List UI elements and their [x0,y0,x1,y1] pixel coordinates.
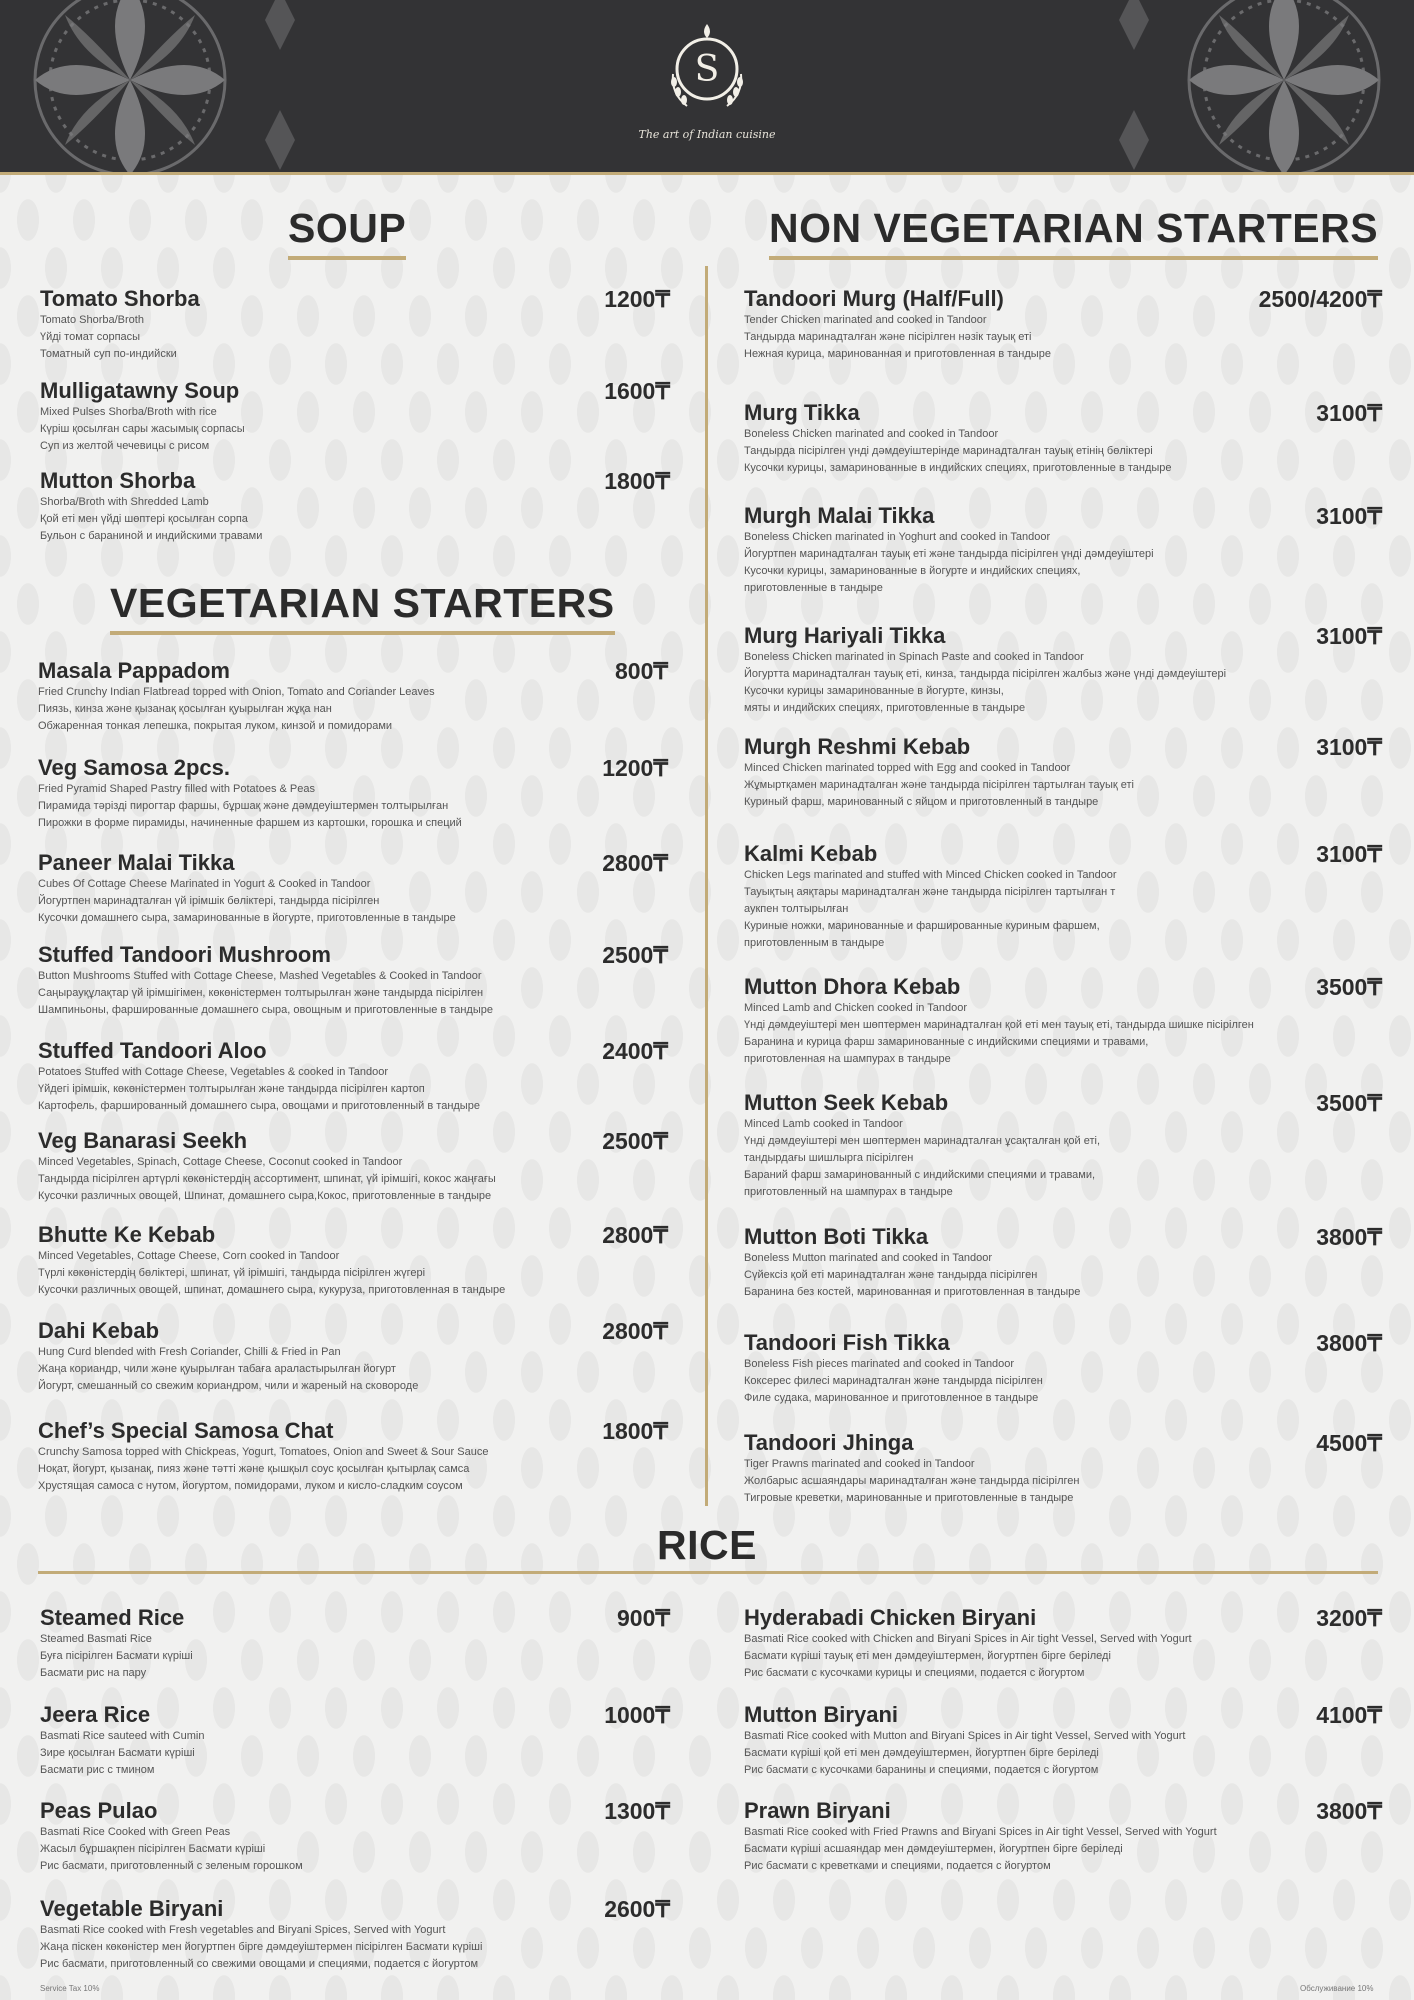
menu-item-price: 1300₸ [604,1798,670,1824]
menu-item-description: Minced Chicken marinated topped with Egg and cooked in Tandoor [744,762,1071,774]
section-title-veg [110,580,615,635]
menu-item-description: Кусочки курицы замаринованные в йогурте, кинзы, [744,685,1004,697]
menu-item-price: 900₸ [616,1605,670,1631]
footnote-right: Обслуживание 10% [1300,1984,1374,1993]
menu-item-price: 2600₸ [604,1896,670,1922]
menu-item-name: Tandoori Jhinga [744,1430,914,1455]
menu-item-description: Хрустящая самоса с нутом, йогуртом, помидорами, луком и кисло-сладким соусом [38,1480,463,1492]
menu-item-description: Обжаренная тонкая лепешка, покрытая луком, кинзой и помидорами [38,720,393,732]
menu-item-name: Jeera Rice [40,1702,151,1727]
menu-item [40,1896,670,1973]
menu-item-price: 3800₸ [1316,1224,1382,1250]
menu-item-name: Stuffed Tandoori Aloo [38,1038,267,1063]
menu-item [744,1798,1382,1875]
menu-item-description: Steamed Basmati Rice [40,1633,152,1645]
menu-item [744,734,1382,811]
menu-item-price: 1200₸ [602,755,668,781]
menu-item [744,1605,1382,1682]
menu-item [744,623,1382,717]
menu-item-name: Mutton Boti Tikka [744,1224,929,1249]
menu-item-description: Tomato Shorba/Broth [40,314,144,326]
menu-item-description: Minced Lamb and Chicken cooked in Tandoor [744,1002,967,1014]
menu-item-price: 2800₸ [602,1318,668,1344]
menu-item-description: Күріш қосылған сары жасымық сорпасы [40,423,245,435]
menu-item-description: Жаңа кориандр, чили және қуырылған табаға араластырылған йогурт [38,1363,396,1375]
title-underline [110,631,615,635]
menu-item-name: Murg Hariyali Tikka [744,623,946,648]
section-title-text: NON VEGETARIAN STARTERS [769,205,1379,251]
menu-item [38,1222,668,1299]
menu-item-name: Murgh Malai Tikka [744,503,935,528]
menu-item [744,1090,1382,1201]
menu-item [40,468,670,545]
menu-item-description: тандырдағы шишлырга пісірілген [744,1152,914,1164]
menu-item-description: Бараний фарш замаринованный с индийскими специями и травами, [744,1169,1096,1181]
menu-item-description: Тандырда пісірілген артүрлі көкөністердің ассортимент, шпинат, үй ірімшігі, кокос жаңғағы [38,1173,496,1185]
menu-item-description: Үйдегі ірімшік, көкөністермен толтырылған және тандырда пісірілген картоп [38,1083,425,1095]
menu-item-price: 800₸ [614,658,668,684]
menu-item-description: Жұмыртқамен маринадталған және тандырда пісірілген тартылған тауық еті [744,779,1134,791]
menu-item-description: Тигровые креветки, маринованные и приготовленные в тандыре [744,1492,1074,1504]
menu-item-name: Dahi Kebab [38,1318,160,1343]
menu-item [40,378,670,455]
menu-item-description: Shorba/Broth with Shredded Lamb [40,496,209,508]
menu-item-description: Йогуртпен маринадталған үй ірімшік бөліктері, тандырда пісірілген [38,895,380,907]
menu-item [38,942,668,1019]
menu-item-price: 3100₸ [1316,503,1382,529]
menu-item-description: Басмати рис с тмином [40,1764,155,1776]
menu-item-description: Үйді томат сорпасы [40,331,141,343]
menu-item-description: Cubes Of Cottage Cheese Marinated in Yogurt & Cooked in Tandoor [38,878,371,890]
menu-item-description: Тандырда маринадталған және пісірілген нәзік тауық еті [744,331,1032,343]
menu-item-description: Басмати күріші тауық еті мен дәмдеуіштермен, йогуртпен бірге беріледі [744,1650,1111,1662]
section-title-text: RICE [657,1522,757,1568]
menu-item-description: Кусочки различных овощей, Шпинат, домашнего сыра,Кокос, приготовленные в тандыре [38,1190,492,1202]
menu-item-name: Hyderabadi Chicken Biryani [744,1605,1037,1630]
menu-item-description: Boneless Chicken marinated in Yoghurt and cooked in Tandoor [744,531,1051,543]
menu-item-name: Stuffed Tandoori Mushroom [38,942,331,967]
menu-item-price: 2500₸ [602,942,668,968]
menu-item [744,1430,1382,1507]
menu-item-description: Basmati Rice cooked with Fried Prawns and Biryani Spices in Air tight Vessel, Served with Yogurt [744,1826,1217,1838]
menu-item [40,1798,670,1875]
menu-item-description: Нежная курица, маринованная и приготовленная в тандыре [744,348,1051,360]
menu-item-price: 4500₸ [1316,1430,1382,1456]
menu-item [38,1418,668,1495]
menu-item-name: Veg Banarasi Seekh [38,1128,248,1153]
menu-item-description: Boneless Chicken marinated and cooked in Tandoor [744,428,999,440]
menu-item-description: Boneless Mutton marinated and cooked in Tandoor [744,1252,993,1264]
menu-item-price: 2500/4200₸ [1258,286,1382,312]
menu-item [744,1702,1382,1779]
menu-item-price: 3800₸ [1316,1798,1382,1824]
menu-item-price: 4100₸ [1316,1702,1382,1728]
menu-item-name: Veg Samosa 2pcs. [38,755,230,780]
menu-item-description: Mixed Pulses Shorba/Broth with rice [40,406,217,418]
menu-item-price: 2500₸ [602,1128,668,1154]
menu-item-description: Зире қосылған Басмати күріші [40,1747,195,1759]
menu-item-description: Кусочки курицы, замаринованные в индийских специях, приготовленные в тандыре [744,462,1172,474]
mandala-ornament-left [0,0,310,175]
restaurant-logo [657,14,757,114]
menu-item-description: Картофель, фаршированный домашнего сыра, овощами и приготовленный в тандыре [38,1100,480,1112]
menu-item-name: Tomato Shorba [40,286,200,311]
menu-item-description: Филе судака, маринованное и приготовленное в тандыре [744,1392,1039,1404]
menu-item-price: 3500₸ [1316,1090,1382,1116]
menu-item-description: аукпен толтырылған [744,903,849,915]
menu-item-description: Басмати күріші қой еті мен дәмдеуіштермен, йогуртпен бірге беріледі [744,1747,1099,1759]
menu-item-price: 3500₸ [1316,974,1382,1000]
menu-item [744,841,1382,952]
menu-item-description: Tiger Prawns marinated and cooked in Tandoor [744,1458,975,1470]
menu-item-price: 1000₸ [604,1702,670,1728]
menu-item-description: Boneless Fish pieces marinated and cooked in Tandoor [744,1358,1015,1370]
menu-item-description: Баранина и курица фарш замаринованные с индийскими специями и травами, [744,1036,1149,1048]
menu-item-description: Түрлі көкөністердің бөліктері, шпинат, үй ірімшігі, тандырда пісірілген жүгері [38,1267,426,1279]
menu-item-name: Mulligatawny Soup [40,378,240,403]
menu-item-description: Basmati Rice cooked with Mutton and Biryani Spices in Air tight Vessel, Served with Yogurt [744,1730,1186,1742]
menu-item-name: Tandoori Murg (Half/Full) [744,286,1004,311]
menu-item-name: Murgh Reshmi Kebab [744,734,971,759]
menu-item-description: Йогурт, смешанный со свежим кориандром, чили и жареный на сковороде [38,1380,419,1392]
menu-item-description: Суп из желтой чечевицы с рисом [40,440,210,452]
menu-item-description: Кусочки различных овощей, шпинат, домашнего сыра, кукуруза, приготовленная в тандыре [38,1284,506,1296]
menu-item-description: Бульон с бараниной и индийскими травами [40,530,263,542]
menu-item-description: Рис басмати с креветками и специями, подается с йогуртом [744,1860,1051,1872]
menu-item-description: Potatoes Stuffed with Cottage Cheese, Vegetables & cooked in Tandoor [38,1066,389,1078]
title-underline [288,256,406,260]
menu-item-description: мяты и индийских специях, приготовленные в тандыре [744,702,1026,714]
section-title-text: VEGETARIAN STARTERS [110,580,615,626]
menu-item-description: Сүйексіз қой еті маринадталған және тандырда пісірілген [744,1269,1038,1281]
footnote-left: Service Tax 10% [40,1984,100,1993]
menu-item [38,1038,668,1115]
menu-item-price: 3200₸ [1316,1605,1382,1631]
mandala-ornament-right [1104,0,1414,175]
menu-item-description: приготовленные в тандыре [744,582,883,594]
menu-item-name: Prawn Biryani [744,1798,891,1823]
column-divider [705,266,708,1506]
menu-item-description: Тауықтың аяқтары маринадталған және тандырда пісірілген тартылған т [744,886,1116,898]
menu-item-description: Саңырауқұлақтар үй ірімшігімен, көкөністермен толтырылған және тандырда пісірілген [38,987,484,999]
menu-item-description: Тандырда пісірілген үнді дәмдеуіштерінде маринадталған тауық етінің бөліктері [744,445,1153,457]
menu-item-name: Bhutte Ke Kebab [38,1222,216,1247]
menu-item-description: приготовленный на шампурах в тандыре [744,1186,953,1198]
menu-item-description: Кусочки курицы, замаринованные в йогурте и индийских специях, [744,565,1081,577]
menu-item [40,1702,670,1779]
menu-item-name: Mutton Dhora Kebab [744,974,961,999]
menu-item-name: Mutton Shorba [40,468,196,493]
menu-item-description: Chicken Legs marinated and stuffed with Minced Chicken cooked in Tandoor [744,869,1117,881]
section-title-soup [288,205,406,260]
menu-item-price: 3100₸ [1316,623,1382,649]
menu-item-name: Kalmi Kebab [744,841,878,866]
menu-item-description: Куриный фарш, маринованный с яйцом и приготовленный в тандыре [744,796,1099,808]
title-underline [769,256,1378,260]
menu-item-description: Йогуртта маринадталған тауық еті, кинза, тандырда пісірілген жалбыз және үнді дәмдеуіштері [744,668,1227,680]
menu-item-description: Minced Vegetables, Cottage Cheese, Corn cooked in Tandoor [38,1250,340,1262]
menu-item-description: Button Mushrooms Stuffed with Cottage Cheese, Mashed Vegetables & Cooked in Tandoor [38,970,482,982]
menu-item-name: Mutton Biryani [744,1702,898,1727]
menu-item-description: Жолбарыс асшаяндары маринадталған және тандырда пісірілген [744,1475,1080,1487]
menu-item-name: Vegetable Biryani [40,1896,224,1921]
section-title-text: SOUP [288,205,407,251]
menu-item-name: Tandoori Fish Tikka [744,1330,950,1355]
menu-item-price: 1800₸ [602,1418,668,1444]
menu-item [40,286,670,363]
menu-item-description: Жасыл бұршақпен пісірілген Басмати күріші [40,1843,266,1855]
menu-item-name: Chef’s Special Samosa Chat [38,1418,334,1443]
menu-item-description: Boneless Chicken marinated in Spinach Paste and cooked in Tandoor [744,651,1084,663]
menu-item [744,286,1382,363]
menu-item-description: Пирожки в форме пирамиды, начиненные фаршем из картошки, горошка и специй [38,817,462,829]
menu-item-price: 1200₸ [604,286,670,312]
menu-item-price: 2800₸ [602,1222,668,1248]
menu-item-name: Steamed Rice [40,1605,185,1630]
restaurant-tagline: The art of Indian cuisine [638,128,776,141]
menu-item-description: Буға пісірілген Басмати күріші [40,1650,193,1662]
section-title-rice [657,1522,757,1569]
menu-item-description: Basmati Rice cooked with Chicken and Biryani Spices in Air tight Vessel, Served with Yogurt [744,1633,1192,1645]
menu-item [38,658,668,735]
menu-item-description: Баранина без костей, маринованная и приготовленная в тандыре [744,1286,1081,1298]
menu-header [0,0,1414,175]
menu-item-price: 3100₸ [1316,841,1382,867]
menu-item-description: Рис басмати, приготовленный с зеленым горошком [40,1860,303,1872]
menu-item-price: 1800₸ [604,468,670,494]
menu-item-price: 2400₸ [602,1038,668,1064]
menu-item-description: Шампиньоны, фаршированные домашнего сыра, овощным и приготовленные в тандыре [38,1004,493,1016]
menu-item-name: Paneer Malai Tikka [38,850,235,875]
menu-item-description: Үнді дәмдеуіштері мен шөптермен маринадталған қой еті мен тауық еті, тандырда шишке пісірілген [744,1019,1254,1031]
rice-divider [38,1571,1378,1574]
menu-item-description: Fried Crunchy Indian Flatbread topped with Onion, Tomato and Coriander Leaves [38,686,435,698]
menu-item-description: Crunchy Samosa topped with Chickpeas, Yogurt, Tomatoes, Onion and Sweet & Sour Sauce [38,1446,489,1458]
menu-item-description: Fried Pyramid Shaped Pastry filled with Potatoes & Peas [38,783,315,795]
menu-item-name: Mutton Seek Kebab [744,1090,949,1115]
menu-item-price: 2800₸ [602,850,668,876]
section-title-non-veg [769,205,1378,260]
menu-item-description: приготовленным в тандыре [744,937,885,949]
menu-item-description: Басмати күріші асшаяндар мен дәмдеуіштермен, йогуртпен бірге беріледі [744,1843,1123,1855]
menu-item-description: Hung Curd blended with Fresh Coriander, Chilli & Fried in Pan [38,1346,341,1358]
menu-item-description: Қой еті мен үйді шөптері қосылған сорпа [40,513,248,525]
menu-item-description: приготовленная на шампурах в тандыре [744,1053,951,1065]
menu-item-description: Basmati Rice Cooked with Green Peas [40,1826,231,1838]
menu-item [38,850,668,927]
menu-item-description: Йогуртпен маринадталған тауық еті және тандырда пісірілген үнді дәмдеуіштері [744,548,1154,560]
menu-item-name: Masala Pappadom [38,658,230,683]
menu-item-description: Basmati Rice sauteed with Cumin [40,1730,205,1742]
menu-item [744,1330,1382,1407]
menu-item-description: Рис басмати с кусочками баранины и специями, подается с йогуртом [744,1764,1099,1776]
menu-item [38,1128,668,1205]
menu-item-description: Tender Chicken marinated and cooked in Tandoor [744,314,987,326]
menu-item [38,1318,668,1395]
menu-item-description: Томатный суп по-индийски [40,348,177,360]
menu-item-description: Basmati Rice cooked with Fresh vegetables and Biryani Spices, Served with Yogurt [40,1924,446,1936]
menu-item [744,1224,1382,1301]
menu-item-name: Peas Pulao [40,1798,158,1823]
menu-item [38,755,668,832]
menu-item-description: Пирамида тәрізді пирогтар фаршы, бұршақ және дәмдеуіштермен толтырылған [38,800,449,812]
menu-item-description: Үнді дәмдеуіштері мен шөптермен маринадталған ұсақталған қой еті, [744,1135,1101,1147]
menu-item [744,400,1382,477]
menu-item-description: Кусочки домашнего сыра, замаринованные в йогурте, приготовленные в тандыре [38,912,456,924]
menu-item-description: Куриные ножки, маринованные и фаршированные куриным фаршем, [744,920,1100,932]
menu-item [40,1605,670,1682]
menu-item-price: 3800₸ [1316,1330,1382,1356]
menu-item [744,974,1382,1068]
menu-item-description: Пиязь, кинза және қызанақ қосылған қуырылған жұқа нан [38,703,332,715]
menu-item-description: Minced Lamb cooked in Tandoor [744,1118,903,1130]
menu-item-description: Ноқат, йогурт, қызанақ, пияз және тәтті және қышқыл соус қосылған қытырлақ самса [38,1463,470,1475]
menu-item-price: 3100₸ [1316,400,1382,426]
menu-item-description: Рис басмати, приготовленный со свежими овощами и специями, подается с йогуртом [40,1958,479,1970]
menu-item-description: Рис басмати с кусочками курицы и специями, подается с йогуртом [744,1667,1085,1679]
menu-item-description: Коксерес филесі маринадталған және тандырда пісірілген [744,1375,1043,1387]
menu-item-price: 1600₸ [604,378,670,404]
menu-item-description: Жаңа піскен көкөністер мен йогуртпен бірге дәмдеуіштермен пісірілген Басмати күріші [40,1941,483,1953]
menu-item [744,503,1382,597]
menu-item-price: 3100₸ [1316,734,1382,760]
menu-item-description: Minced Vegetables, Spinach, Cottage Cheese, Coconut cooked in Tandoor [38,1156,403,1168]
menu-item-name: Murg Tikka [744,400,860,425]
svg-text:S: S [694,49,720,90]
menu-item-description: Басмати рис на пару [40,1667,147,1679]
